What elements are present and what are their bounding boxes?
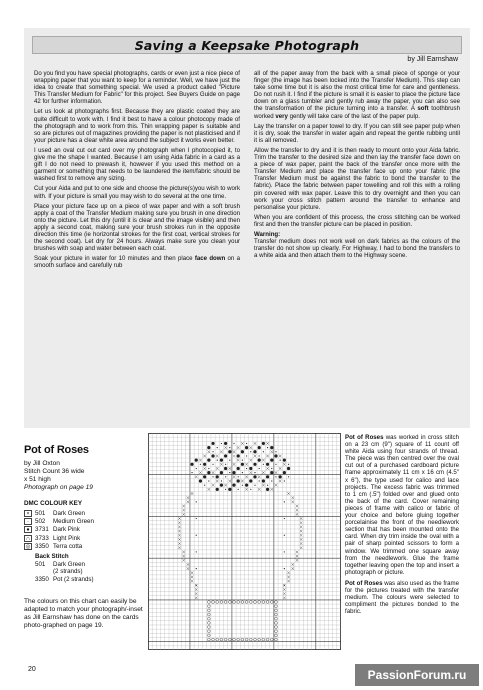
stitch-symbol — [266, 488, 269, 491]
stitch-symbol — [208, 468, 209, 469]
text: toothbrush worked — [254, 105, 460, 120]
stitch-symbol — [224, 442, 227, 445]
article-panel — [24, 28, 470, 428]
stitch-symbol — [217, 447, 218, 448]
warning-text: Transfer medium does not work well on dark fabrics as the colours of the transfer do not show up clearly. For Highway, I had to bond the transfers to a white aida and then attach them to the Highway scene. — [254, 238, 460, 260]
key-code: 3733 — [35, 534, 49, 542]
stitch-symbol — [237, 479, 240, 482]
chart-grid — [148, 433, 341, 650]
paragraph: Let us look at photographs first. Because they are plastic coated they are quite difficult to work with. I find it best to have a colour photocopy made of the photograph and to work from this. Thin wrapping paper is suitable and so are pictures out of magazines providing the paper is not plasticised and if your picture has a clear white area around the subject it works even better. — [34, 108, 240, 144]
stitch-symbol — [271, 480, 272, 481]
stitch-symbol — [228, 450, 231, 453]
pattern-title: Pot of Roses — [24, 444, 89, 456]
stitch-symbol — [275, 464, 276, 465]
stitch-symbol — [253, 475, 256, 478]
stitch-symbol — [228, 488, 231, 491]
stitch-symbol — [224, 454, 227, 457]
stitch-symbol — [259, 480, 260, 481]
stitch-symbol — [246, 468, 247, 469]
stitch-symbol — [254, 472, 255, 473]
stitch-symbol — [196, 501, 197, 502]
stitch-symbol — [203, 475, 206, 478]
stitch-symbol — [216, 488, 219, 491]
key-name: Terra cotta — [53, 543, 83, 551]
stitch-symbol — [196, 568, 197, 569]
stitch-symbol — [270, 446, 273, 449]
article-byline: by Jill Earnshaw — [407, 56, 458, 63]
key-symbol: ◎ — [25, 544, 31, 551]
stitch-symbol — [288, 464, 289, 465]
key-row — [24, 509, 144, 517]
stitch-symbol — [254, 485, 255, 486]
stitch-symbol — [284, 551, 285, 552]
text: Soak your picture in water for 10 minutes and then place — [34, 255, 195, 263]
stitch-symbol — [263, 464, 264, 465]
stitch-symbol — [196, 468, 197, 469]
bold-text: Pot of Roses — [345, 434, 384, 441]
stitch-symbol — [245, 484, 248, 487]
stitch-symbol — [238, 489, 239, 490]
stitch-symbol — [232, 471, 235, 474]
stitch-symbol — [249, 479, 252, 482]
paragraph: When you are confident of this process, the cross stitching can be worked first and then the transfer picture can be placed in position. — [254, 213, 460, 228]
stitch-symbol — [221, 480, 222, 481]
stitch-symbol — [196, 535, 197, 536]
paragraph: Allow the transfer to dry and it is then ready to mount onto your Aida fabric. Trim the transfer to the desired size and then lay the transfer face down on a piece of wax paper, paint the back of the transfer once more with the Transfer Medium and place the transfer face up onto your fabric (the Transfer Medium must be against the fabric to bond the transfer to the fabric). Place the fabric between paper towelling and roll this with a rolling pin covered with wax paper. Leave this to dry overnight and then you can work your cross stitch pattern around the transfer to enhance and personalise your picture. — [254, 146, 460, 211]
stitch-symbol — [207, 459, 210, 462]
stitch-symbol — [283, 459, 286, 462]
stitch-symbol — [249, 467, 252, 470]
stitch-symbol — [267, 485, 268, 486]
colour-note: The colours on this chart can easily be adapted to match your photograph/-inset as Jill Earnshaw has done on the cards photo-graphed on page 19. — [24, 598, 143, 630]
stitch-symbol — [211, 454, 214, 457]
key-name: Pot (2 strands) — [53, 575, 94, 583]
pattern-stitch-height: x 51 high — [24, 476, 51, 483]
key-row — [24, 534, 144, 542]
key-symbol: ∩ — [24, 535, 32, 542]
stitch-symbol — [229, 447, 230, 448]
stitch-symbol — [246, 443, 247, 444]
text: all of the paper away from the back with a small piece of sponge or your finger (the image has been locked into the Transfer Medium). This step can take some time but it is also the most critical time for care and gentleness. Do not rush it. I find if the picture is small it is easier to place the picture face down on a glass tumbler and gently rub away the paper, you can also see the transformation of the picture turning into a transfer. A — [254, 70, 460, 113]
stitch-symbol — [284, 568, 285, 569]
stitch-symbol — [280, 460, 281, 461]
stitch-symbol — [212, 464, 213, 465]
stitch-symbol — [225, 489, 226, 490]
spacer — [35, 568, 53, 575]
key-code: 501 — [35, 509, 46, 517]
stitch-symbol — [203, 463, 206, 466]
stitch-symbol — [242, 472, 243, 473]
stitch-symbol — [211, 442, 214, 445]
stitch-symbol — [246, 455, 247, 456]
stitch-symbol — [237, 454, 240, 457]
stitch-symbol — [207, 446, 210, 449]
stitch-symbol — [253, 450, 256, 453]
paragraph — [345, 580, 459, 615]
stitch-symbol — [242, 460, 243, 461]
stitch-symbol — [266, 463, 269, 466]
paragraph — [254, 70, 460, 120]
stitch-symbol — [262, 442, 265, 445]
stitch-symbol — [259, 468, 260, 469]
stitch-symbol — [232, 484, 235, 487]
key-symbol: · — [24, 518, 32, 525]
key-code: 501 — [35, 560, 46, 568]
key-code: 502 — [35, 518, 46, 526]
stitch-symbol — [212, 476, 213, 477]
stitch-symbol — [258, 459, 261, 462]
stitch-symbol — [225, 476, 226, 477]
stitch-symbol — [229, 472, 230, 473]
key-row — [24, 517, 144, 525]
stitch-symbol — [204, 485, 205, 486]
key-symbol: × — [24, 510, 32, 517]
stitch-symbol — [250, 489, 251, 490]
stitch-symbol — [217, 460, 218, 461]
paragraph: Do you find you have special photographs, cards or even just a nice piece of wrapping paper that you want to keep for a reminder. Well, we have just the idea to create that something special. We used a product called "Picture This Transfer Medium for Fabric" for this project. See Buyers Guide on page 42 for further information. — [34, 70, 240, 106]
stitch-symbol — [224, 467, 227, 470]
article-left-column — [34, 70, 240, 272]
stitch-symbol — [287, 467, 290, 470]
cross-stitch-chart — [148, 433, 341, 650]
bold-text: face down — [194, 255, 226, 263]
pattern-author: by Jill Oxton — [24, 460, 60, 467]
key-name: Medium Green — [53, 518, 94, 526]
colour-key — [24, 500, 144, 583]
back-stitch-strands — [35, 568, 144, 575]
key-name: Light Pink — [53, 534, 81, 542]
stitch-symbol — [221, 443, 222, 444]
colour-key-heading: DMC COLOUR KEY — [24, 500, 83, 507]
key-code: 3731 — [35, 526, 49, 534]
bold-text: soft — [417, 105, 429, 113]
paragraph: I used an oval cut out card over my photograph when I photocopied it, to give me the shape I wanted. Because I am using Aida fabric in a card as a gift I do not need to prewash it, however if you used this method on a garment or something that needs to be laundered the item/fabric should be washed first to remove any sizing. — [34, 146, 240, 183]
project-notes — [345, 434, 459, 619]
watermark: PassionForum.ru — [355, 664, 479, 686]
stitch-symbol — [241, 463, 244, 466]
stitch-symbol — [283, 471, 286, 474]
key-code: 3350 — [35, 575, 49, 583]
stitch-symbol — [250, 451, 251, 452]
stitch-symbol — [284, 585, 285, 586]
stitch-symbol — [245, 446, 248, 449]
stitch-symbol — [229, 460, 230, 461]
stitch-symbol — [270, 459, 273, 462]
stitch-symbol — [233, 443, 234, 444]
back-stitch-row — [35, 561, 144, 568]
stitch-symbol — [216, 475, 219, 478]
stitch-symbol — [200, 464, 201, 465]
stitch-symbol — [196, 585, 197, 586]
text: on a smooth surface and carefully rub — [34, 255, 241, 270]
stitch-symbol — [220, 471, 223, 474]
stitch-symbol — [242, 485, 243, 486]
paragraph: Place your picture face up on a piece of wax paper and with a soft brush apply a coat of the Transfer Medium making sure you brush in one direction onto the picture. Let this dry (until it is clear and the image visible) and then apply a second coat, making sure your brush strokes run in the opposite direction this time (ie horizontal strokes for the first coat, vertical strokes for the second coat). Let dry for 24 hours. Always make sure you clean your brushes with soap and water between each coat. — [34, 202, 240, 253]
pattern-photo-ref: Photograph on page 19 — [24, 484, 93, 491]
stitch-symbol — [288, 476, 289, 477]
key-symbol: ● — [24, 526, 32, 533]
stitch-symbol — [271, 468, 272, 469]
bold-text: very — [275, 112, 288, 120]
pattern-info — [24, 460, 93, 492]
stitch-symbol — [284, 501, 285, 502]
stitch-symbol — [196, 551, 197, 552]
key-row — [24, 526, 144, 534]
text: was also used as the frame for the pictures treated with the transfer medium. The colours were selected to compliment the pictures bonded to the fabric. — [345, 579, 459, 616]
stitch-symbol — [190, 463, 193, 466]
stitch-symbol — [208, 480, 209, 481]
stitch-symbol — [238, 476, 239, 477]
stitch-symbol — [263, 451, 264, 452]
key-code: 3350 — [35, 543, 49, 551]
warning-heading: Warning: — [254, 230, 281, 238]
back-stitch-row — [35, 576, 144, 583]
stitch-symbol — [233, 455, 234, 456]
stitch-symbol — [270, 471, 273, 474]
stitch-symbol — [191, 472, 192, 473]
article-title-bar — [32, 36, 462, 54]
stitch-symbol — [274, 454, 277, 457]
stitch-symbol — [258, 446, 261, 449]
stitch-symbol — [237, 467, 240, 470]
stitch-symbol — [284, 518, 285, 519]
stitch-symbol — [196, 518, 197, 519]
paragraph — [34, 255, 240, 269]
stitch-symbol — [253, 463, 256, 466]
stitch-symbol — [199, 479, 202, 482]
paragraph — [345, 434, 459, 576]
paragraph: Lay the transfer on a paper towel to dry. If you can still see paper pulp when it is dry, soak the transfer in water again and repeat the gentle rubbing until it is all removed. — [254, 122, 460, 144]
stitch-symbol — [207, 471, 210, 474]
stitch-symbol — [262, 479, 265, 482]
stitch-symbol — [220, 484, 223, 487]
stitch-symbol — [284, 480, 285, 481]
page-number: 20 — [28, 666, 36, 673]
key-name: Dark Green — [53, 509, 85, 517]
article-title: Saving a Keepsake Photograph — [134, 37, 360, 53]
stitch-symbol — [241, 450, 244, 453]
text: was worked in cross stitch on a 23 cm (9") square of 11 count off white Aida using four strands of thread. The piece was then centred over the oval cut out of a purchased cardboard picture frame approximately 11 cm x 16 cm (4.5" x 6"), the type used for calico and lace projects. The excess fabric was trimmed to 1 cm (.5") folded over and glued onto the back of the card. Cover remaining pieces of frame with calico or fabric of your choice and before gluing together porcelainise the front of the needlework section that has been mounted onto the card. When dry trim inside the oval with a pair of sharp pointed scissors to form a window. We trimmed one square away from the needlework. Glue the frame together leaving open the top and insert a photograph or picture. — [345, 434, 459, 576]
stitch-symbol — [284, 535, 285, 536]
stitch-symbol — [279, 475, 282, 478]
strands: (2 strands) — [53, 568, 83, 576]
stitch-symbol — [259, 455, 260, 456]
stitch-symbol — [266, 475, 269, 478]
pattern-stitch-count: Stitch Count 36 wide — [24, 468, 85, 475]
stitch-symbol — [212, 451, 213, 452]
bold-text: Pot of Roses — [345, 579, 383, 587]
stitch-symbol — [225, 464, 226, 465]
stitch-symbol — [275, 476, 276, 477]
article-right-column — [254, 70, 460, 262]
paragraph: Cut your Aida and put to one side and choose the picture(s)you wish to work with. If your picture is small you may wish to do several at the one time. — [34, 185, 240, 200]
stitch-symbol — [267, 447, 268, 448]
stitch-symbol — [275, 451, 276, 452]
key-name: Dark Green — [53, 560, 85, 568]
back-stitch-heading: Back Stitch — [35, 552, 69, 560]
key-name: Dark Pink — [53, 526, 80, 534]
stitch-symbol — [195, 459, 198, 462]
stitch-symbol — [220, 459, 223, 462]
text: gently will take care of the last of the paper pulp. — [287, 112, 420, 120]
key-row — [24, 543, 144, 551]
